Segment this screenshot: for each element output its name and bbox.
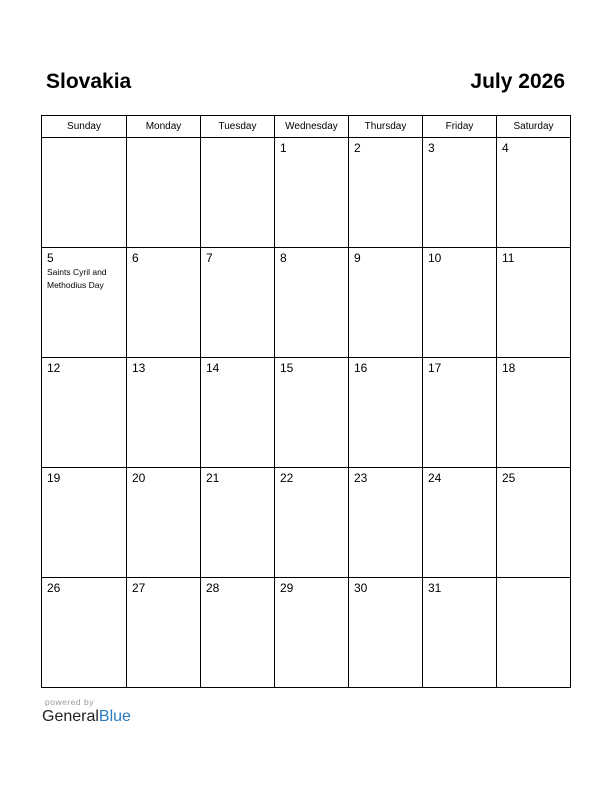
day-cell xyxy=(497,248,571,358)
weekday-monday: Monday xyxy=(127,116,201,138)
day-number xyxy=(42,138,126,141)
day-cell xyxy=(349,468,423,578)
day-cell xyxy=(423,138,497,248)
day-cell xyxy=(423,468,497,578)
day-number xyxy=(127,138,200,141)
day-cell xyxy=(423,578,497,688)
day-number: 5 xyxy=(47,251,54,265)
day-number: 7 xyxy=(206,251,213,265)
week-row xyxy=(42,468,571,578)
day-number: 29 xyxy=(280,581,294,595)
day-number xyxy=(497,578,570,581)
weekday-header-row xyxy=(42,116,571,138)
week-row xyxy=(42,358,571,468)
day-number: 1 xyxy=(280,141,287,155)
day-number: 6 xyxy=(132,251,139,265)
day-number: 13 xyxy=(132,361,146,375)
day-cell xyxy=(42,358,127,468)
calendar-grid xyxy=(41,115,571,688)
generalblue-logo[interactable] xyxy=(42,708,131,726)
day-number: 11 xyxy=(502,251,515,265)
day-cell xyxy=(497,358,571,468)
day-number: 30 xyxy=(354,581,368,595)
day-number: 27 xyxy=(132,581,146,595)
day-number: 26 xyxy=(47,581,61,595)
day-cell xyxy=(275,578,349,688)
day-cell xyxy=(349,248,423,358)
day-cell xyxy=(201,578,275,688)
day-cell xyxy=(127,248,201,358)
week-row xyxy=(42,138,571,248)
day-number: 14 xyxy=(206,361,220,375)
day-cell xyxy=(275,248,349,358)
weekday-tuesday: Tuesday xyxy=(201,116,275,138)
day-cell xyxy=(42,138,127,248)
day-number: 28 xyxy=(206,581,220,595)
day-number: 12 xyxy=(47,361,61,375)
weekday-saturday: Saturday xyxy=(497,116,571,138)
brand-general: General xyxy=(42,708,99,725)
day-cell xyxy=(275,358,349,468)
day-number: 25 xyxy=(502,471,516,485)
day-number: 8 xyxy=(280,251,287,265)
country-title: Slovakia xyxy=(46,70,132,93)
day-number: 10 xyxy=(428,251,442,265)
weekday-thursday: Thursday xyxy=(349,116,423,138)
day-number: 16 xyxy=(354,361,368,375)
day-number: 20 xyxy=(132,471,146,485)
day-cell xyxy=(201,248,275,358)
day-number: 17 xyxy=(428,361,442,375)
day-cell xyxy=(42,248,127,358)
holiday-label: Saints Cyril and Methodius Day xyxy=(47,267,107,290)
weekday-wednesday: Wednesday xyxy=(275,116,349,138)
day-number: 21 xyxy=(206,471,220,485)
day-cell xyxy=(497,578,571,688)
day-cell xyxy=(127,468,201,578)
day-cell xyxy=(275,138,349,248)
month-year-title: July 2026 xyxy=(470,70,565,93)
day-cell xyxy=(42,578,127,688)
day-cell xyxy=(349,358,423,468)
day-cell xyxy=(42,468,127,578)
brand-blue: Blue xyxy=(98,708,131,725)
day-cell xyxy=(497,468,571,578)
day-number: 4 xyxy=(502,141,509,155)
day-number: 22 xyxy=(280,471,294,485)
day-number: 2 xyxy=(354,141,361,155)
day-number: 31 xyxy=(428,581,442,595)
day-cell xyxy=(127,578,201,688)
day-number: 15 xyxy=(280,361,294,375)
weekday-sunday: Sunday xyxy=(42,116,127,138)
day-cell xyxy=(127,358,201,468)
day-number xyxy=(201,138,274,141)
day-number: 18 xyxy=(502,361,516,375)
day-number: 9 xyxy=(354,251,361,265)
day-cell xyxy=(201,468,275,578)
day-cell xyxy=(423,248,497,358)
day-cell xyxy=(497,138,571,248)
day-cell xyxy=(423,358,497,468)
day-number: 23 xyxy=(354,471,368,485)
day-number: 3 xyxy=(428,141,435,155)
day-cell xyxy=(201,138,275,248)
week-row xyxy=(42,578,571,688)
day-number: 19 xyxy=(47,471,61,485)
day-cell xyxy=(127,138,201,248)
week-row xyxy=(42,248,571,358)
day-cell xyxy=(201,358,275,468)
day-number: 24 xyxy=(428,471,442,485)
day-cell xyxy=(275,468,349,578)
day-cell xyxy=(349,578,423,688)
day-cell xyxy=(349,138,423,248)
powered-by-label: powered by xyxy=(45,697,94,707)
weekday-friday: Friday xyxy=(423,116,497,138)
